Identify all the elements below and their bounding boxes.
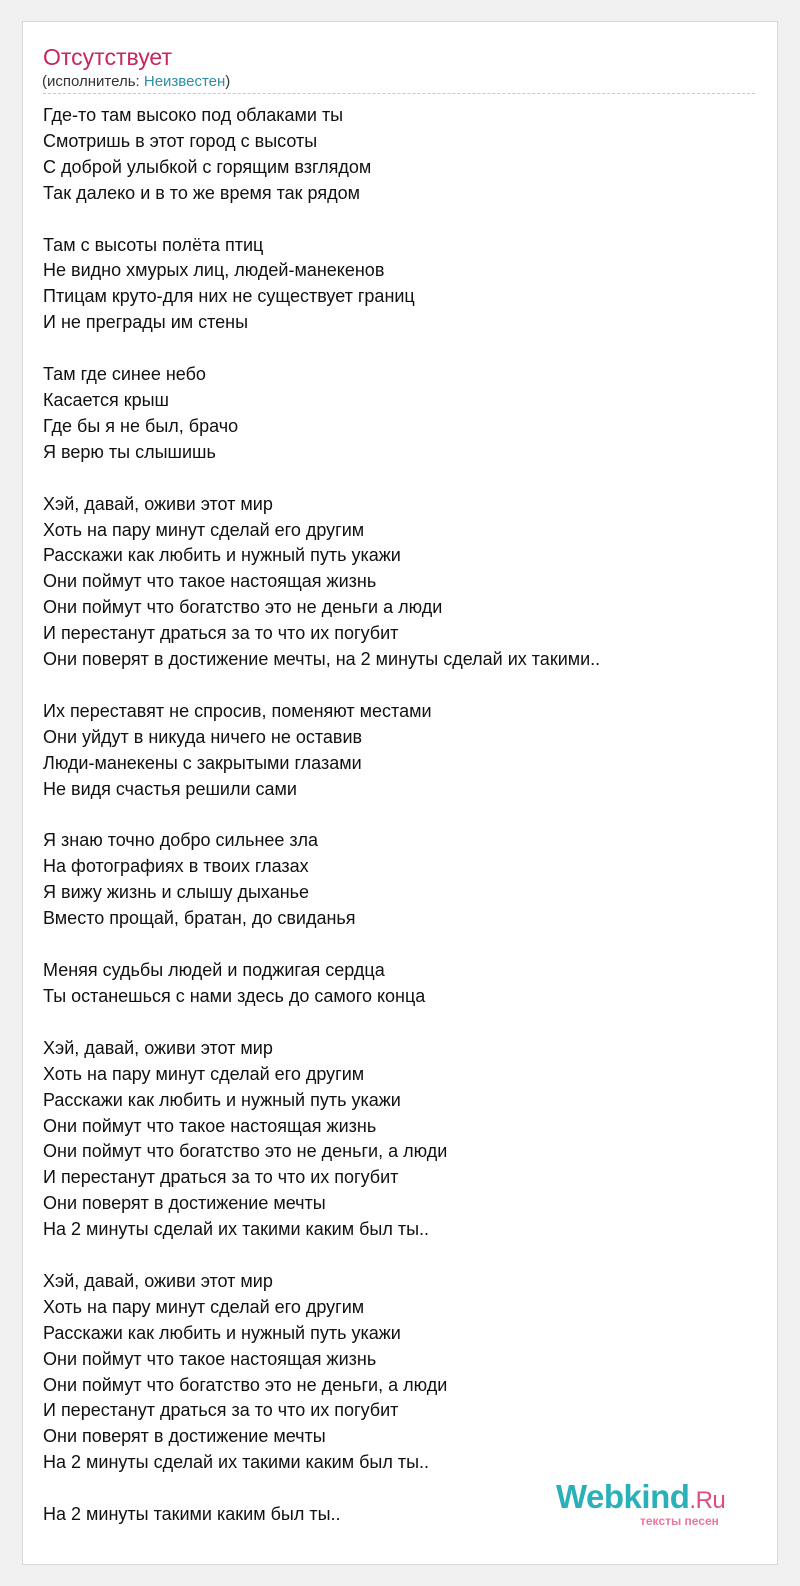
lyrics-line: С доброй улыбкой с горящим взглядом: [43, 156, 372, 177]
lyrics-line: Смотришь в этот город с высоты: [43, 130, 318, 151]
lyrics-line: Там где синее небо: [43, 364, 206, 385]
lyrics-line: Хэй, давай, оживи этот мир: [43, 1037, 273, 1058]
lyrics-line: Касается крыш: [43, 390, 169, 411]
lyrics-line: Птицам круто-для них не существует границ: [43, 286, 415, 307]
lyrics-line: Расскажи как любить и нужный путь укажи: [43, 1322, 401, 1343]
lyrics-line: Ты останешься с нами здесь до самого конца: [43, 985, 426, 1006]
lyrics-line: Люди-манекены с закрытыми глазами: [43, 752, 362, 773]
lyrics-stanza: [43, 1269, 755, 1476]
lyrics-line: Они поймут что такое настоящая жизнь: [43, 571, 377, 592]
lyrics-line: Они поверят в достижение мечты, на 2 минуты сделай их такими..: [43, 649, 601, 670]
lyrics-line: Меняя судьбы людей и поджигая сердца: [43, 960, 385, 981]
lyrics-line: Не видя счастья решили сами: [43, 778, 297, 799]
lyrics-stanza: [43, 103, 755, 207]
lyrics-line: Расскажи как любить и нужный путь укажи: [43, 1089, 401, 1110]
lyrics-stanza: [43, 958, 755, 1010]
lyrics-line: Я знаю точно добро сильнее зла: [43, 830, 319, 851]
lyrics-stanza: [43, 1036, 755, 1243]
lyrics-line: И перестанут драться за то что их погубит: [43, 1400, 399, 1421]
lyrics-line: И не преграды им стены: [43, 312, 249, 333]
lyrics-stanza: [43, 233, 755, 337]
lyrics-line: Они поймут что такое настоящая жизнь: [43, 1348, 377, 1369]
lyrics-line: Я вижу жизнь и слышу дыханье: [43, 882, 310, 903]
artist-link[interactable]: Неизвестен: [143, 73, 226, 90]
lyrics-line: Хэй, давай, оживи этот мир: [43, 493, 273, 514]
lyrics-line: Они поверят в достижение мечты: [43, 1193, 326, 1214]
lyrics-line: Так далеко и в то же время так рядом: [43, 182, 360, 203]
logo-tagline: тексты песен: [640, 1514, 719, 1528]
lyrics-line: Они поймут что богатство это не деньги, а люди: [43, 1374, 448, 1395]
lyrics-stanza: [43, 699, 755, 803]
lyrics-line: Они поймут что такое настоящая жизнь: [43, 1115, 377, 1136]
lyrics-line: Где-то там высоко под облаками ты: [43, 105, 344, 125]
lyrics-line: На 2 минуты такими каким был ты..: [43, 1504, 341, 1525]
song-title: Отсутствует: [43, 44, 172, 70]
lyrics-line: Хэй, давай, оживи этот мир: [43, 1270, 273, 1291]
lyrics-line: Их переставят не спросив, поменяют местами: [43, 700, 432, 721]
lyrics-line: На 2 минуты сделай их такими каким был ты..: [43, 1452, 430, 1473]
site-logo[interactable]: [556, 1478, 746, 1530]
lyrics-line: Хоть на пару минут сделай его другим: [43, 1063, 365, 1084]
lyrics-line: Хоть на пару минут сделай его другим: [43, 519, 365, 540]
lyrics-line: Где бы я не был, брачо: [43, 415, 239, 436]
artist-line: [42, 73, 230, 91]
lyrics-line: Расскажи как любить и нужный путь укажи: [43, 545, 401, 566]
lyrics-line: Хоть на пару минут сделай его другим: [43, 1296, 365, 1317]
lyrics-line: Там с высоты полёта птиц: [43, 234, 264, 255]
logo-tld: .Ru: [689, 1487, 726, 1514]
lyrics-line: Вместо прощай, братан, до свиданья: [43, 908, 356, 929]
lyrics-line: Они уйдут в никуда ничего не оставив: [43, 726, 363, 747]
lyrics-stanza: [43, 828, 755, 932]
lyrics-line: Я верю ты слышишь: [43, 441, 216, 462]
lyrics-line: На фотографиях в твоих глазах: [43, 856, 309, 877]
artist-prefix: (исполнитель:: [42, 73, 144, 90]
header-divider: [43, 93, 755, 94]
lyrics-stanza: [43, 362, 755, 466]
lyrics-line: Они поймут что богатство это не деньги а люди: [43, 597, 443, 618]
artist-suffix: ): [225, 73, 231, 90]
lyrics-line: И перестанут драться за то что их погубит: [43, 1167, 399, 1188]
lyrics-card: [22, 21, 778, 1565]
lyrics-line: И перестанут драться за то что их погубит: [43, 623, 399, 644]
lyrics-line: На 2 минуты сделай их такими каким был ты..: [43, 1219, 430, 1240]
lyrics-line: Они поверят в достижение мечты: [43, 1426, 326, 1447]
lyrics-stanza: [43, 492, 755, 673]
logo-name: Webkind: [556, 1478, 690, 1515]
lyrics-line: Они поймут что богатство это не деньги, а люди: [43, 1141, 448, 1162]
lyrics-line: Не видно хмурых лиц, людей-манекенов: [43, 260, 385, 281]
lyrics-text: [43, 103, 755, 1554]
